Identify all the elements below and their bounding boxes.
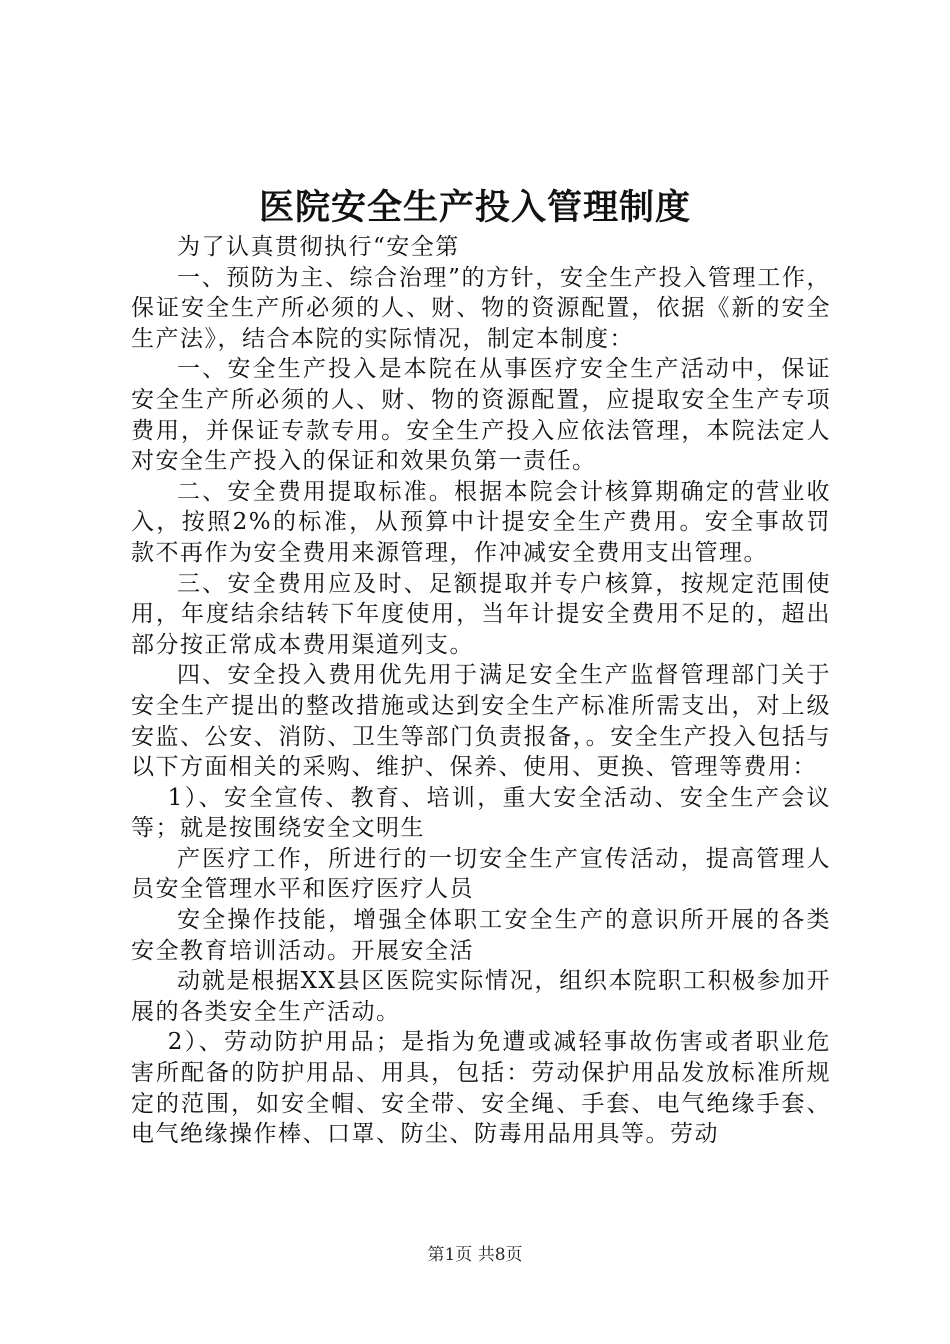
paragraph-subitem-2: 2）、劳动防护用品；是指为免遭或减轻事故伤害或者职业危害所配备的防护用品、用具，包括：劳动保护用品发放标准所规定的范围，如安全帽、安全带、安全绳、手套、电气绝缘手套、电气绝缘操作棒、口罩、防尘、防毒用品用具等。劳动 [131,1029,831,1148]
paragraph-intro: 为了认真贯彻执行“安全第 [177,234,460,260]
document-body [131,232,831,1150]
paragraph-item-4: 四、安全投入费用优先用于满足安全生产监督管理部门关于安全生产提出的整改措施或达到安全生产标准所需支出，对上级安监、公安、消防、卫生等部门负责报备，。安全生产投入包括与以下方面相关的采购、维护、保养、使用、更换、管理等费用： [131,662,831,781]
paragraph-policy: 一、预防为主、综合治理”的方针，安全生产投入管理工作，保证安全生产所必须的人、财、物的资源配置，依据《新的安全生产法》，结合本院的实际情况，制定本制度： [131,264,831,352]
paragraph-item-3: 三、安全费用应及时、足额提取并专户核算，按规定范围使用，年度结余结转下年度使用，当年计提安全费用不足的，超出部分按正常成本费用渠道列支。 [131,570,831,658]
paragraph-item-2: 二、安全费用提取标准。根据本院会计核算期确定的营业收入，按照2%的标准，从预算中计提安全生产费用。安全事故罚款不再作为安全费用来源管理，作冲减安全费用支出管理。 [131,478,831,566]
page-footer: 第1页 共8页 [427,1245,523,1265]
paragraph-item-1: 一、安全生产投入是本院在从事医疗安全生产活动中，保证安全生产所必须的人、财、物的资源配置，应提取安全生产专项费用，并保证专款专用。安全生产投入应依法管理，本院法定人对安全生产投入的保证和效果负第一责任。 [131,356,831,475]
document-title: 医院安全生产投入管理制度 [258,187,691,228]
paragraph-subitem-1: 1）、安全宣传、教育、培训，重大安全活动、安全生产会议等；就是按围绕安全文明生 [131,784,831,842]
paragraph-subitem-1-cont-c: 动就是根据XX县区医院实际情况，组织本院职工积极参加开展的各类安全生产活动。 [131,968,831,1025]
paragraph-subitem-1-cont-a: 产医疗工作，所进行的一切安全生产宣传活动，提高管理人员安全管理水平和医疗医疗人员 [131,845,831,903]
paragraph-subitem-1-cont-b: 安全操作技能，增强全体职工安全生产的意识所开展的各类安全教育培训活动。开展安全活 [131,907,831,964]
